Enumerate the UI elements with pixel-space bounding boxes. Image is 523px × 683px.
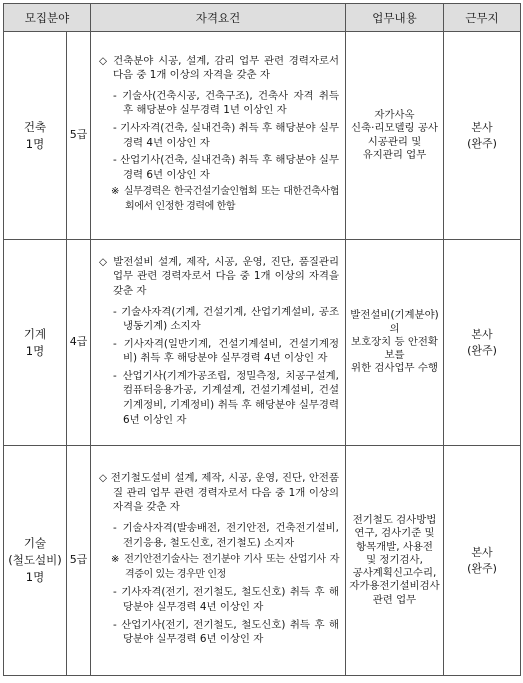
requirement-heading: ◇ 건축분야 시공, 설계, 감리 업무 관련 경력자로서 다음 중 1개 이상의 자격을 갖춘 자 xyxy=(99,54,339,82)
table-row xyxy=(4,446,521,676)
duty-line: 유지관리 업무 xyxy=(362,148,427,161)
requirement-heading: ◇ 전기철도설비 설계, 제작, 시공, 운영, 진단, 안전품질 관리 업무 관련 경력자로서 다음 중 1개 이상의 자격을 갖춘 자 xyxy=(99,472,339,514)
requirement-item: - 산업기사(전기, 전기철도, 철도신호) 취득 후 해당분야 실무경력 6년 이상인 자 xyxy=(113,618,339,646)
duty-line: 자가사옥 xyxy=(374,109,415,122)
header-duties: 업무내용 xyxy=(346,4,444,32)
location-line: (완주) xyxy=(467,561,497,575)
header-requirements: 자격요건 xyxy=(91,4,346,32)
requirement-item: - 기술사(건축시공, 건축구조), 건축사 자격 취득 후 해당분야 실무경력 1년 이상인 자 xyxy=(113,89,339,117)
requirement-item: - 기술사자격(발송배전, 전기안전, 건축전기설비, 전기응용, 철도신호, 전기철도) 소지자 xyxy=(113,522,339,549)
header-location: 근무지 xyxy=(444,4,521,32)
location-cell xyxy=(444,240,521,446)
location-line: (완주) xyxy=(467,136,497,150)
grade-cell: 5급 xyxy=(67,446,91,676)
header-field: 모집분야 xyxy=(4,4,91,32)
grade-cell: 5급 xyxy=(67,32,91,240)
duty-line: 자가용전기설비검사 xyxy=(349,580,440,593)
field-cell xyxy=(4,32,67,240)
duty-line: 관련 업무 xyxy=(372,593,417,606)
duty-line: 위한 검사업무 수행 xyxy=(351,362,438,375)
field-name: 기계 xyxy=(23,326,47,341)
field-cell xyxy=(4,240,67,446)
field-count: 1명 xyxy=(25,136,45,151)
duty-line: 및 정기검사, xyxy=(366,553,423,566)
duties-cell xyxy=(346,32,444,240)
location-line: (완주) xyxy=(467,343,497,357)
table-header-row xyxy=(4,4,521,32)
field-cell xyxy=(4,446,67,676)
duty-line: 항목개발, 사용전 xyxy=(356,540,433,553)
requirements-cell xyxy=(91,32,346,240)
duty-line: 연구, 검사기준 및 xyxy=(354,527,435,540)
duty-line: 시공관리 및 xyxy=(367,135,422,148)
requirement-item: - 산업기사(기계가공조립, 정밀측정, 치공구설계, 컴퓨터응용가공, 기계설계, 건설기계설비, 건설기계정비, 기계정비) 취득 후 해당분야 실무경력 6년 이상인 자 xyxy=(113,369,339,426)
field-count: 1명 xyxy=(25,343,45,358)
duty-line: 발전설비(기계분야)의 xyxy=(350,309,439,335)
duty-line: 신축·리모델링 공사 xyxy=(351,122,438,135)
duty-line: 보호장치 등 안전확보를 xyxy=(351,335,438,362)
field-count: 1명 xyxy=(25,570,45,584)
grade-cell: 4급 xyxy=(67,240,91,446)
table-row xyxy=(4,240,521,446)
requirement-item: - 기술사자격(기계, 건설기계, 산업기계설비, 공조냉동기계) 소지자 xyxy=(113,305,339,333)
requirements-cell xyxy=(91,240,346,446)
location-line: 본사 xyxy=(471,120,493,134)
location-cell xyxy=(444,32,521,240)
field-subname: (철도설비) xyxy=(8,553,62,567)
duty-line: 전기철도 검사방법 xyxy=(352,514,437,527)
requirement-item: - 기사자격(일반기계, 건설기계설비, 건설기계정비) 취득 후 해당분야 실무경력 4년 이상인 자 xyxy=(113,337,339,365)
recruitment-table xyxy=(3,3,521,676)
requirements-cell xyxy=(91,446,346,676)
duties-cell xyxy=(346,446,444,676)
requirement-item: - 기사자격(건축, 실내건축) 취득 후 해당분야 실무경력 4년 이상인 자 xyxy=(113,121,339,149)
table-row xyxy=(4,32,521,240)
location-cell xyxy=(444,446,521,676)
duty-line: 공사계획신고수리, xyxy=(352,567,437,580)
requirement-item: - 기사자격(전기, 전기철도, 철도신호) 취득 후 해당분야 실무경력 4년 이상인 자 xyxy=(113,586,339,613)
field-name: 건축 xyxy=(23,119,47,134)
requirement-item: - 산업기사(건축, 실내건축) 취득 후 해당분야 실무경력 6년 이상인 자 xyxy=(113,154,339,181)
location-line: 본사 xyxy=(471,327,493,341)
location-line: 본사 xyxy=(471,545,493,559)
duties-cell xyxy=(346,240,444,446)
requirement-note: ※ 실무경력은 한국건설기술인협회 또는 대한건축사협회에서 인정한 경력에 한함 xyxy=(111,186,339,212)
requirement-heading: ◇ 발전설비 설계, 제작, 시공, 운영, 진단, 품질관리 업무 관련 경력자로서 다음 중 1개 이상의 자격을 갖춘 자 xyxy=(99,255,339,297)
field-name: 기술 xyxy=(23,536,47,550)
requirement-note: ※ 전기안전기술사는 전기분야 기사 또는 산업기사 자격증이 있는 경우만 인정 xyxy=(111,554,339,580)
